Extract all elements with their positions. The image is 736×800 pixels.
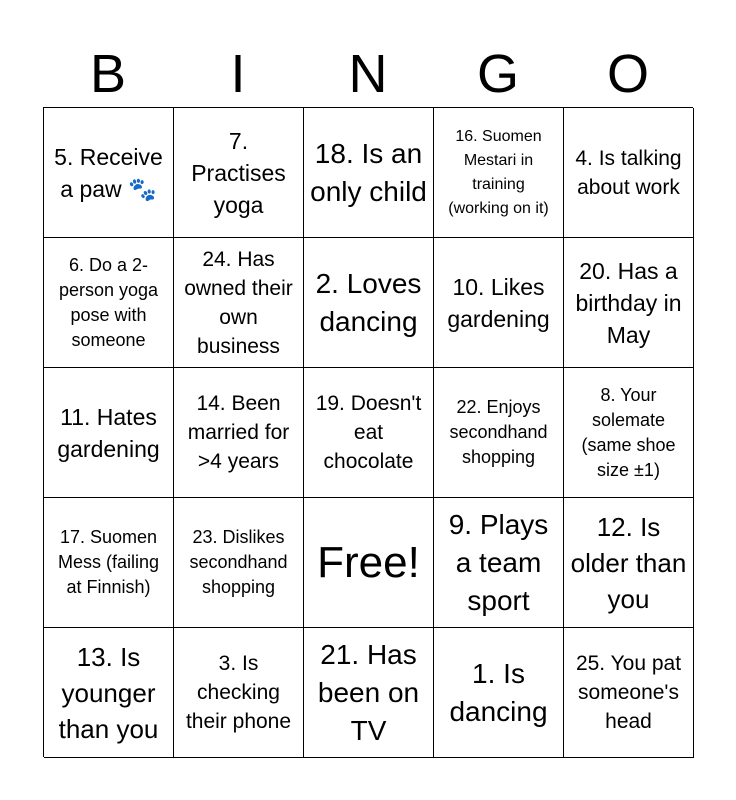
bingo-cell-text: 9. Plays a team sport: [448, 508, 549, 616]
bingo-cell[interactable]: [434, 628, 564, 758]
bingo-cell[interactable]: [564, 108, 694, 238]
bingo-cell[interactable]: [434, 108, 564, 238]
bingo-cell[interactable]: [564, 238, 694, 368]
bingo-cell[interactable]: [304, 628, 434, 758]
bingo-cell[interactable]: [44, 238, 174, 368]
bingo-cell[interactable]: [174, 238, 304, 368]
bingo-cell-text: 12. Is older than you: [570, 511, 687, 614]
bingo-cell-text: 7. Practises yoga: [191, 127, 286, 218]
bingo-cell[interactable]: [44, 628, 174, 758]
bingo-cell-text: 18. Is an only child: [310, 137, 427, 207]
bingo-cell[interactable]: [174, 498, 304, 628]
bingo-cell[interactable]: [434, 368, 564, 498]
bingo-cell-text: 14. Been married for >4 years: [187, 392, 290, 473]
header-letter-o: O: [606, 44, 649, 104]
bingo-cell-text: 23. Dislikes secondhand shopping: [189, 527, 288, 597]
header-letter-n: N: [348, 44, 388, 104]
bingo-cell-text: 24. Has owned their own business: [184, 247, 293, 358]
bingo-cell[interactable]: [434, 238, 564, 368]
header-letter-g: G: [476, 44, 519, 104]
bingo-cell[interactable]: [564, 628, 694, 758]
bingo-grid: [43, 107, 693, 757]
bingo-cell[interactable]: [174, 108, 304, 238]
bingo-cell-text: 21. Has been on TV: [317, 638, 420, 746]
bingo-cell[interactable]: [304, 498, 434, 628]
bingo-cell[interactable]: [174, 368, 304, 498]
bingo-cell-text: 22. Enjoys secondhand shopping: [449, 397, 548, 467]
bingo-cell-text: 2. Loves dancing: [315, 267, 422, 337]
bingo-cell-text: 13. Is younger than you: [58, 641, 159, 744]
bingo-cell-text: 1. Is dancing: [449, 657, 548, 727]
header-letter-b: B: [89, 44, 127, 104]
bingo-cell-text: 5. Receive a paw 🐾: [54, 143, 163, 202]
bingo-cell-text: 25. You pat someone's head: [575, 652, 682, 733]
bingo-cell[interactable]: [44, 108, 174, 238]
bingo-cell[interactable]: [174, 628, 304, 758]
header-letter-i: I: [230, 44, 246, 104]
bingo-cell-text: 11. Hates gardening: [57, 403, 160, 462]
bingo-cell-text: 16. Suomen Mestari in training (working on it): [448, 127, 549, 217]
bingo-cell[interactable]: [44, 368, 174, 498]
bingo-cell-text: Free!: [317, 537, 420, 587]
bingo-cell[interactable]: [304, 108, 434, 238]
bingo-cell[interactable]: [44, 498, 174, 628]
bingo-cell[interactable]: [304, 238, 434, 368]
bingo-cell[interactable]: [564, 498, 694, 628]
bingo-cell[interactable]: [434, 498, 564, 628]
bingo-header: [43, 40, 693, 108]
bingo-cell-text: 10. Likes gardening: [447, 273, 550, 332]
bingo-cell-text: 4. Is talking about work: [575, 146, 682, 199]
bingo-cell-text: 6. Do a 2-person yoga pose with someone: [58, 254, 159, 350]
bingo-cell-text: 19. Doesn't eat chocolate: [315, 392, 422, 473]
bingo-cell-text: 20. Has a birthday in May: [575, 257, 682, 348]
bingo-cell-text: 3. Is checking their phone: [185, 652, 292, 733]
bingo-cell-text: 8. Your solemate (same shoe size ±1): [581, 384, 676, 480]
bingo-cell[interactable]: [564, 368, 694, 498]
bingo-cell-free[interactable]: [304, 368, 434, 498]
bingo-cell-text: 17. Suomen Mess (failing at Finnish): [57, 527, 160, 597]
